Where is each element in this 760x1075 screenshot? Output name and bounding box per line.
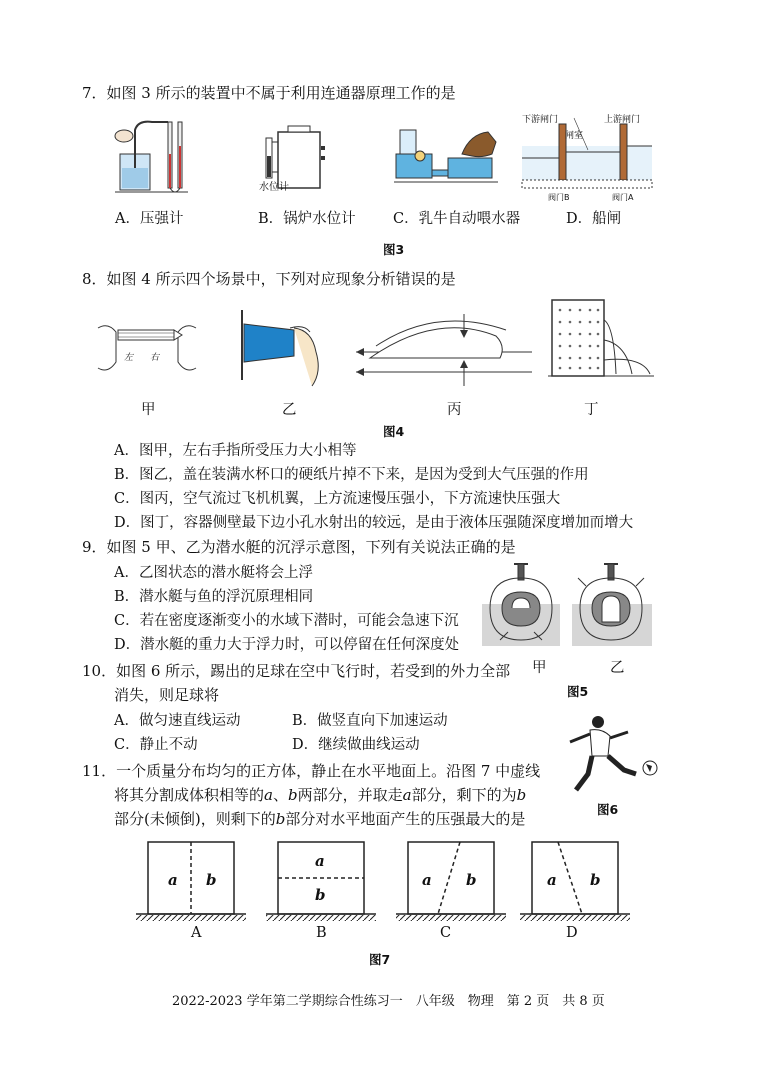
q7-stem: 7．如图 3 所示的装置中不属于利用连通器原理工作的是 [82,84,456,102]
q8-option-c[interactable]: C．图丙，空气流过飞机机翼，上方流速慢压强小，下方流速快压强大 [114,491,561,507]
q9-stem: 9．如图 5 甲、乙为潜水艇的沉浮示意图，下列有关说法正确的是 [82,538,516,556]
cube-a-part-b: b [206,871,217,889]
q9-option-c[interactable]: C．若在密度逐渐变小的水域下潜时，可能会急速下沉 [114,613,459,629]
scene-yi-label: 乙 [282,402,297,418]
scene-bing-label: 丙 [447,402,462,418]
cube-c-part-a: a [422,871,432,889]
figure-7-caption: 图7 [369,952,391,967]
cube-c-part-b: b [466,871,477,889]
figure-3-caption: 图3 [383,242,405,257]
q7-option-c[interactable]: C．乳牛自动喂水器 [393,211,521,227]
q10-stem-line1: 10．如图 6 所示，踢出的足球在空中飞行时，若受到的外力全部 [82,662,511,680]
figure-6-caption: 图6 [597,802,619,817]
scene-ding-label: 丁 [584,402,599,418]
q10-option-c[interactable]: C．静止不动 [114,737,198,753]
q11-stem-line3: 部分(未倾倒)，则剩下的b部分对水平地面产生的压强最大的是 [114,810,526,828]
wing-airflow-figure [356,306,536,386]
q10-option-a[interactable]: A．做匀速直线运动 [114,713,241,729]
q9-option-d[interactable]: D．潜水艇的重力大于浮力时，可以停留在任何深度处 [114,637,460,653]
valve-b-label: 阀门B [548,193,570,202]
q10-stem-line2: 消失，则足球将 [114,686,220,704]
q10-option-d[interactable]: D．继续做曲线运动 [292,737,420,753]
q11-option-c[interactable]: C [440,925,452,941]
q11-option-d[interactable]: D [566,925,578,941]
q8-stem: 8．如图 4 所示四个场景中，下列对应现象分析错误的是 [82,270,456,288]
q10-option-b[interactable]: B．做竖直向下加速运动 [292,713,448,729]
fingers-pencil-figure [96,318,198,378]
downstream-gate-label: 下游闸门 [522,115,559,125]
q7-option-d[interactable]: D．船闸 [566,211,622,227]
cow-feeder-figure [392,124,502,190]
figure-4-caption: 图4 [383,424,405,439]
right-finger-label: 右 [150,353,160,363]
inverted-cup-figure [234,302,330,390]
pressure-gauge-figure [110,118,190,198]
upstream-gate-label: 上游闸门 [604,115,641,125]
figure-5-caption: 图5 [567,684,589,699]
q7-option-b[interactable]: B．锅炉水位计 [258,211,356,227]
left-finger-label: 左 [124,353,134,363]
cube-a-part-a: a [168,871,178,889]
q11-option-b[interactable]: B [316,925,327,941]
submarine-figure [482,556,652,652]
valve-a-label: 阀门A [612,193,634,202]
page-footer: 2022-2023 学年第二学期综合性练习一 八年级 物理 第 2 页 共 8 页 [172,994,605,1009]
q11-stem-line2: 将其分割成体积相等的a、b两部分，并取走a部分，剩下的为b [114,786,527,804]
cube-d-part-b: b [590,871,601,889]
scene-jia-label: 甲 [141,402,156,418]
q7-option-a[interactable]: A．压强计 [115,211,184,227]
q11-option-a[interactable]: A [191,925,202,941]
q8-option-d[interactable]: D．图丁，容器侧壁最下边小孔水射出的较远，是由于液体压强随深度增加而增大 [114,515,634,531]
q8-option-b[interactable]: B．图乙，盖在装满水杯口的硬纸片掉不下来，是因为受到大气压强的作用 [114,467,589,483]
soccer-player-figure [562,712,660,796]
lock-chamber-label: 闸室 [565,131,584,141]
sub-jia-label: 甲 [532,660,547,676]
sub-yi-label: 乙 [610,660,625,676]
q8-option-a[interactable]: A．图甲，左右手指所受压力大小相等 [114,443,357,459]
cube-b-part-b: b [315,886,326,904]
q9-option-b[interactable]: B．潜水艇与鱼的浮沉原理相同 [114,589,314,605]
water-gauge-label: 水位计 [259,182,289,193]
q11-stem-line1: 11．一个质量分布均匀的正方体，静止在水平地面上。沿图 7 中虚线 [82,762,541,780]
q9-option-a[interactable]: A．乙图状态的潜水艇将会上浮 [114,565,313,581]
cube-b-part-a: a [315,852,325,870]
cube-d-part-a: a [547,871,557,889]
container-jets-figure [546,296,656,382]
